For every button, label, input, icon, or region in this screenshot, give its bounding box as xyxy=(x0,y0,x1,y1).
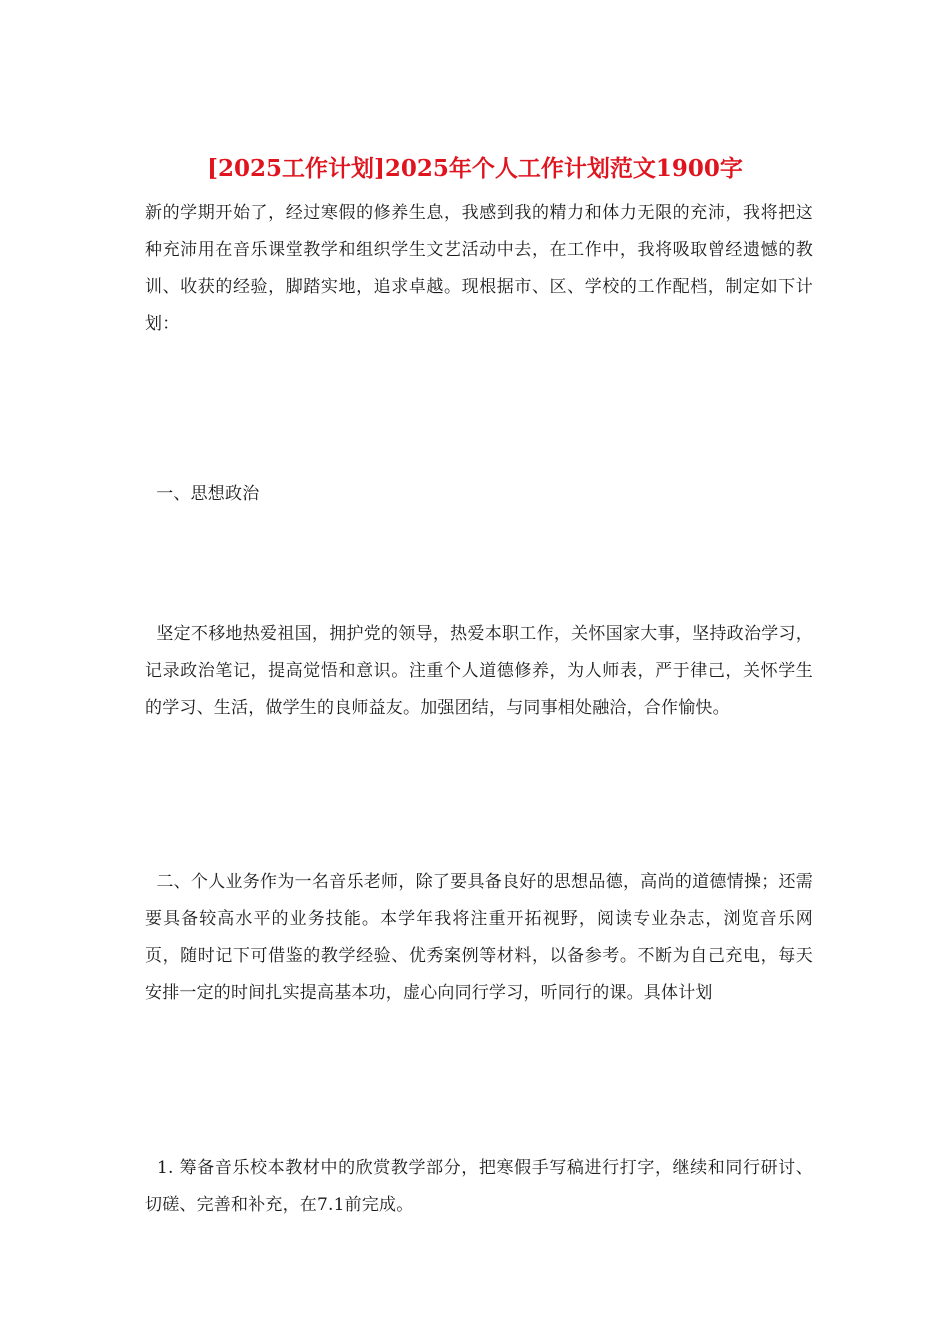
intro-paragraph: 新的学期开始了，经过寒假的修养生息，我感到我的精力和体力无限的充沛，我将把这种充沛用在音乐课堂教学和组织学生文艺活动中去，在工作中，我将吸取曾经遗憾的教训、收获的经验，脚踏实地，追求卓越。现根据市、区、学校的工作配档，制定如下计划： xyxy=(145,203,813,334)
ideology-paragraph: 坚定不移地热爱祖国，拥护党的领导，热爱本职工作，关怀国家大事，坚持政治学习，记录政治笔记，提高觉悟和意识。注重个人道德修养，为人师表，严于律己，关怀学生的学习、生活，做学生的良师益友。加强团结，与同事相处融洽，合作愉快。 xyxy=(145,624,813,718)
professional-paragraph: 二、个人业务作为一名音乐老师，除了要具备良好的思想品德，高尚的道德情操；还需要具备较高水平的业务技能。本学年我将注重开拓视野，阅读专业杂志，浏览音乐网页，随时记下可借鉴的教学经验、优秀案例等材料，以备参考。不断为自己充电，每天安排一定的时间扎实提高基本功，虚心向同行学习，听同行的课。具体计划 xyxy=(145,872,813,1003)
section-heading-ideology: 一、思想政治 xyxy=(145,484,260,504)
document-title: [2025工作计划]2025年个人工作计划范文1900字 xyxy=(207,155,743,182)
plan-item-1: 1. 筹备音乐校本教材中的欣赏教学部分，把寒假手写稿进行打字，继续和同行研讨、切磋、完善和补充，在7.1前完成。 xyxy=(145,1158,813,1215)
